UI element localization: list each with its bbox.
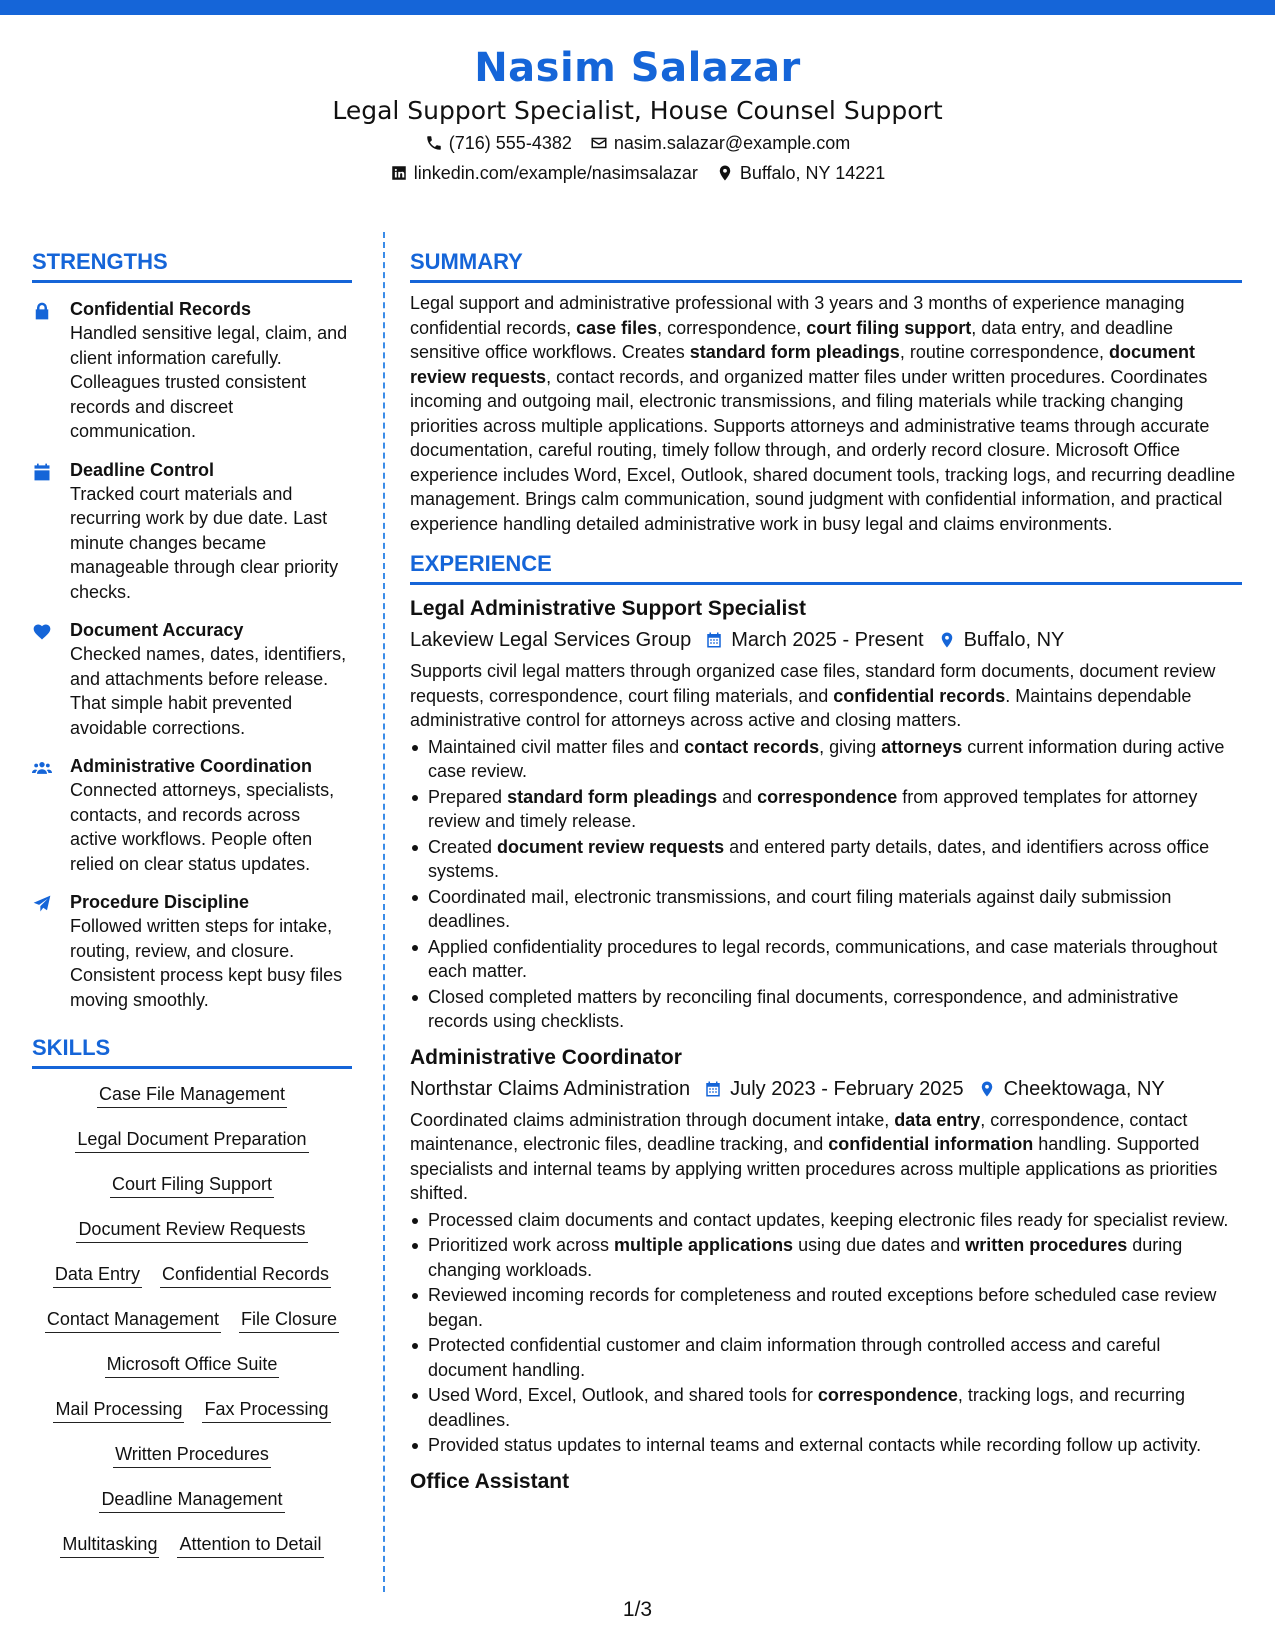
summary-text xyxy=(410,291,1242,536)
text-run: from approved templates for attorney review and timely release. xyxy=(428,786,1198,831)
text-run: Maintained civil matter files and xyxy=(428,736,685,757)
bold-text: correspondence xyxy=(817,1385,958,1405)
strength-title: Deadline Control xyxy=(70,459,215,480)
linkedin-text: linkedin.com/example/nasimsalazar xyxy=(413,163,698,183)
paper-plane-icon xyxy=(32,894,52,914)
phone-text: (716) 555-4382 xyxy=(448,133,572,153)
strength-item xyxy=(32,754,352,876)
job-entry xyxy=(410,1468,1242,1496)
bold-text: document review requests xyxy=(410,342,1195,387)
location-contact xyxy=(716,158,885,188)
bold-text: standard form pleadings xyxy=(507,786,718,807)
map-pin-icon xyxy=(716,164,734,182)
skill-row xyxy=(32,1306,352,1351)
job-location: Buffalo, NY xyxy=(963,629,1065,651)
job-title: Legal Administrative Support Specialist xyxy=(410,597,806,620)
phone-icon xyxy=(425,134,443,152)
strength-item xyxy=(32,890,352,1012)
strength-item xyxy=(32,458,352,605)
phone-contact[interactable] xyxy=(425,128,572,158)
strength-desc: Connected attorneys, specialists, contacts, and records across active workflows. People often relied on clear status updates. xyxy=(70,780,335,874)
strengths-heading: STRENGTHS xyxy=(32,248,352,283)
skill-tag: Document Review Requests xyxy=(76,1216,307,1243)
resume-header xyxy=(0,42,1275,188)
bold-text: data entry xyxy=(894,1109,981,1130)
email-text: nasim.salazar@example.com xyxy=(613,133,851,153)
strength-title: Administrative Coordination xyxy=(70,756,313,776)
text-run: Created xyxy=(428,836,498,857)
skill-tag: Confidential Records xyxy=(160,1261,331,1288)
strength-title: Procedure Discipline xyxy=(70,892,250,912)
skill-row xyxy=(32,1486,352,1531)
text-run: , contact records, and organized matter files under written procedures. Coordinates incoming and outgoing mail, electronic transmissions, and filing materials while tracking changing priorities across multiple applications. Supports attorneys and administrative teams through accurate documentation, careful routing, timely follow through, and orderly record closure. Microsoft Office experience includes Word, Excel, Outlook, shared document tools, tracking logs, and recurring deadline management. Brings calm communication, sound judgment with confidential information, and practical experience handling detailed administrative work in busy legal and claims environments. xyxy=(410,366,1236,534)
bold-text: correspondence xyxy=(757,786,898,807)
bold-text: confidential records xyxy=(833,685,1006,706)
experience-list xyxy=(410,595,1242,1496)
skill-row xyxy=(32,1261,352,1306)
text-run: Prioritized work across xyxy=(428,1235,615,1255)
summary-heading: SUMMARY xyxy=(410,248,1242,283)
skill-tag: File Closure xyxy=(239,1306,339,1333)
bullet-item xyxy=(410,1383,1242,1432)
candidate-title: Legal Support Specialist, House Counsel Support xyxy=(332,96,943,125)
bold-text: court filing support xyxy=(806,317,972,338)
bullet-item xyxy=(410,1233,1242,1282)
bullet-item xyxy=(410,1283,1242,1332)
bullet-item xyxy=(410,1333,1242,1382)
skill-row xyxy=(32,1441,352,1486)
users-icon xyxy=(32,758,52,778)
linkedin-contact[interactable] xyxy=(390,158,698,188)
text-run: Provided status updates to internal teams and external contacts while recording follow up activity. xyxy=(428,1435,1202,1455)
skill-tag: Attention to Detail xyxy=(177,1531,323,1558)
envelope-icon xyxy=(590,134,608,152)
bold-text: written procedures xyxy=(965,1235,1128,1255)
skill-tag: Legal Document Preparation xyxy=(75,1126,308,1153)
strength-item xyxy=(32,297,352,444)
job-bullets xyxy=(410,1208,1242,1458)
company-name: Northstar Claims Administration xyxy=(410,1077,691,1100)
top-accent-bar xyxy=(0,0,1275,15)
skill-tag: Written Procedures xyxy=(113,1441,271,1468)
text-run: , routine correspondence, xyxy=(899,342,1109,362)
bullet-item xyxy=(410,1433,1242,1458)
calendar-icon xyxy=(704,1080,722,1098)
text-run: using due dates and xyxy=(793,1235,966,1255)
left-column xyxy=(32,248,352,1576)
skill-row xyxy=(32,1396,352,1441)
skills-list xyxy=(32,1081,352,1576)
calendar-icon xyxy=(705,631,723,649)
heart-icon xyxy=(32,622,52,642)
map-pin-icon xyxy=(978,1080,996,1098)
strength-desc: Handled sensitive legal, claim, and client information carefully. Colleagues trusted consistent records and discreet communication. xyxy=(70,323,348,441)
strength-desc: Tracked court materials and recurring work by due date. Last minute changes became manageable through clear priority checks. xyxy=(70,483,339,602)
text-run: . Maintains dependable administrative control for attorneys across active and closing matters. xyxy=(410,685,1192,730)
text-run: Reviewed incoming records for completeness and routed exceptions before scheduled case review began. xyxy=(428,1285,1217,1330)
text-run: Prepared xyxy=(428,786,508,807)
bold-text: standard form pleadings xyxy=(689,342,900,362)
job-meta xyxy=(410,625,1242,655)
right-column xyxy=(410,248,1242,1496)
job-bullets xyxy=(410,735,1242,1034)
column-divider xyxy=(383,232,385,1592)
bold-text: confidential information xyxy=(828,1134,1034,1154)
skill-row xyxy=(32,1126,352,1171)
page-indicator: 1/3 xyxy=(622,1598,653,1621)
skill-row xyxy=(32,1351,352,1396)
job-meta xyxy=(410,1074,1242,1104)
text-run: , correspondence, contact maintenance, electronic files, deadline tracking, and xyxy=(410,1109,1188,1154)
map-pin-icon xyxy=(938,631,956,649)
text-run: Used Word, Excel, Outlook, and shared tools for xyxy=(428,1385,818,1405)
location-text: Buffalo, NY 14221 xyxy=(739,163,886,183)
job-dates: July 2023 - February 2025 xyxy=(730,1077,964,1100)
experience-heading: EXPERIENCE xyxy=(410,550,1242,585)
bullet-item xyxy=(410,785,1242,834)
bullet-item xyxy=(410,735,1242,784)
skill-row xyxy=(32,1171,352,1216)
text-run: during changing workloads. xyxy=(428,1235,1183,1280)
bold-text: attorneys xyxy=(881,736,963,757)
text-run: and xyxy=(717,786,758,807)
skill-tag: Court Filing Support xyxy=(110,1171,274,1198)
skill-tag: Fax Processing xyxy=(202,1396,330,1423)
skill-tag: Multitasking xyxy=(60,1531,159,1558)
bold-text: case files xyxy=(576,317,658,338)
bold-text: multiple applications xyxy=(614,1235,794,1255)
job-location: Cheektowaga, NY xyxy=(1003,1077,1165,1100)
contact-row-1 xyxy=(0,128,1275,158)
bullet-item xyxy=(410,835,1242,884)
lock-icon xyxy=(32,301,52,321)
email-contact[interactable] xyxy=(590,128,850,158)
strength-title: Document Accuracy xyxy=(70,620,244,640)
text-run: Coordinated claims administration through document intake, xyxy=(410,1109,895,1130)
bullet-item xyxy=(410,985,1242,1034)
skill-row xyxy=(32,1531,352,1576)
company-name: Lakeview Legal Services Group xyxy=(410,629,692,651)
bullet-item xyxy=(410,935,1242,984)
candidate-name: Nasim Salazar xyxy=(474,45,801,91)
strength-title: Confidential Records xyxy=(70,299,252,319)
text-run: current information during active case review. xyxy=(428,736,1225,781)
bold-text: document review requests xyxy=(497,836,725,857)
job-dates: March 2025 - Present xyxy=(731,629,924,651)
job-description xyxy=(410,1108,1242,1206)
text-run: Supports civil legal matters through organized case files, standard form documents, document review requests, correspondence, court filing materials, and xyxy=(410,661,1216,706)
strength-desc: Checked names, dates, identifiers, and attachments before release. That simple habit prevented avoidable corrections. xyxy=(70,644,347,738)
skill-tag: Contact Management xyxy=(45,1306,221,1333)
text-run: , tracking logs, and recurring deadlines. xyxy=(428,1385,1186,1430)
text-run: Closed completed matters by reconciling final documents, correspondence, and administrative records using checklists. xyxy=(428,986,1179,1031)
text-run: Applied confidentiality procedures to legal records, communications, and case materials throughout each matter. xyxy=(428,936,1218,981)
strength-item xyxy=(32,618,352,740)
text-run: Coordinated mail, electronic transmissions, and court filing materials against daily submission deadlines. xyxy=(428,886,1172,931)
job-title: Office Assistant xyxy=(410,1469,570,1493)
text-run: , correspondence, xyxy=(657,317,807,338)
text-run: Processed claim documents and contact updates, keeping electronic files ready for specialist review. xyxy=(428,1209,1229,1230)
bullet-item xyxy=(410,1208,1242,1233)
bold-text: contact records xyxy=(684,736,820,757)
linkedin-icon xyxy=(390,164,408,182)
skill-row xyxy=(32,1081,352,1126)
skill-tag: Case File Management xyxy=(97,1081,287,1108)
text-run: and entered party details, dates, and identifiers across office systems. xyxy=(428,836,1210,881)
job-entry xyxy=(410,1044,1242,1458)
text-run: Legal support and administrative professional with 3 years and 3 months of experience managing confidential records, xyxy=(410,293,1185,338)
bullet-item xyxy=(410,885,1242,934)
job-description xyxy=(410,659,1242,733)
job-title: Administrative Coordinator xyxy=(410,1045,682,1069)
text-run: handling. Supported specialists and internal teams by applying written procedures across multiple applications as priorities shifted. xyxy=(410,1134,1218,1203)
skill-tag: Data Entry xyxy=(53,1261,142,1288)
skill-row xyxy=(32,1216,352,1261)
calendar-icon xyxy=(32,462,52,482)
skill-tag: Deadline Management xyxy=(99,1486,284,1513)
text-run: , data entry, and deadline sensitive office workflows. Creates xyxy=(410,317,1174,362)
text-run: Protected confidential customer and claim information through controlled access and careful document handling. xyxy=(428,1335,1161,1380)
contact-row-2 xyxy=(0,158,1275,188)
job-entry xyxy=(410,595,1242,1034)
text-run: , giving xyxy=(819,736,882,757)
skill-tag: Microsoft Office Suite xyxy=(105,1351,280,1378)
skills-heading: SKILLS xyxy=(32,1034,352,1069)
skill-tag: Mail Processing xyxy=(53,1396,184,1423)
strength-desc: Followed written steps for intake, routing, review, and closure. Consistent process kept busy files moving smoothly. xyxy=(70,916,343,1010)
